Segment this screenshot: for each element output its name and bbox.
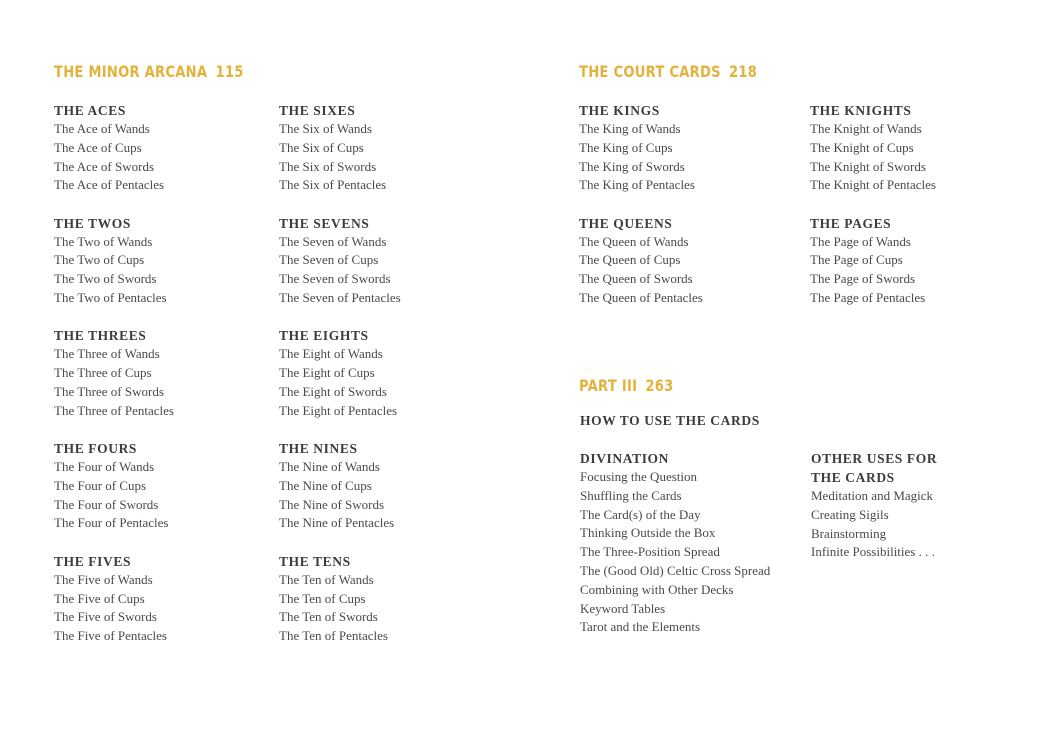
contents-entry: The Queen of Pentacles — [579, 290, 703, 306]
contents-entry: The Seven of Cups — [279, 252, 379, 268]
contents-entry: The Six of Cups — [279, 139, 364, 155]
contents-entry: The Ace of Cups — [54, 139, 142, 155]
contents-entry: The Ten of Wands — [279, 571, 374, 587]
part-three-subtitle: HOW TO USE THE CARDS — [580, 413, 760, 428]
contents-entry: Keyword Tables — [580, 600, 666, 616]
contents-group — [279, 439, 509, 533]
contents-entry: The Knight of Cups — [810, 139, 914, 155]
contents-entry: The Seven of Pentacles — [279, 290, 401, 306]
contents-group — [54, 214, 284, 308]
contents-entry: Creating Sigils — [811, 506, 889, 522]
minor-arcana-title: THE MINOR ARCANA — [54, 62, 208, 81]
contents-entry: The Two of Swords — [54, 271, 157, 287]
contents-entry: The Six of Wands — [279, 121, 372, 136]
contents-entry: The Five of Pentacles — [54, 628, 167, 644]
group-title: THE THREES — [54, 328, 147, 344]
contents-group — [279, 552, 509, 646]
contents-entry: The Seven of Swords — [279, 271, 391, 287]
contents-group — [54, 326, 284, 420]
minor-arcana-column-1 — [54, 101, 284, 664]
group-title: THE TWOS — [54, 215, 131, 231]
contents-entry: The Four of Swords — [54, 496, 159, 512]
contents-entry: The Four of Wands — [54, 459, 155, 475]
part-three-column-1 — [580, 449, 805, 656]
contents-entry: The Ten of Swords — [279, 609, 378, 625]
contents-group — [810, 214, 1040, 308]
contents-entry: The Three-Position Spread — [580, 544, 720, 560]
contents-entry: Infinite Possibilities . . . — [811, 544, 935, 560]
contents-entry: The King of Swords — [579, 158, 685, 174]
contents-entry: The Three of Pentacles — [54, 402, 174, 418]
contents-entry: The King of Cups — [579, 139, 673, 155]
contents-group — [811, 449, 961, 562]
contents-entry: Thinking Outside the Box — [580, 525, 716, 541]
contents-group — [579, 101, 809, 195]
contents-entry: The Nine of Pentacles — [279, 515, 395, 531]
contents-entry: The Ace of Pentacles — [54, 177, 165, 193]
part-three-heading — [579, 376, 674, 395]
contents-entry: The Four of Pentacles — [54, 515, 169, 531]
group-title: THE TENS — [279, 553, 351, 569]
contents-group — [279, 214, 509, 308]
contents-group — [579, 214, 809, 308]
contents-entry: The Page of Cups — [810, 252, 903, 268]
group-title: OTHER USES FOR THE CARDS — [811, 451, 938, 485]
contents-entry: The Eight of Swords — [279, 383, 387, 399]
contents-entry: The Nine of Swords — [279, 496, 385, 512]
contents-entry: The Four of Cups — [54, 477, 147, 493]
contents-entry: The King of Wands — [579, 121, 681, 136]
part-three-column-2 — [811, 449, 961, 581]
court-cards-column-1 — [579, 101, 809, 326]
contents-entry: The Queen of Swords — [579, 271, 693, 287]
minor-arcana-heading — [54, 62, 244, 81]
contents-entry: Tarot and the Elements — [580, 619, 701, 635]
contents-group — [810, 101, 1040, 195]
contents-entry: Shuffling the Cards — [580, 487, 682, 503]
group-title: THE SEVENS — [279, 215, 370, 231]
contents-entry: Brainstorming — [811, 525, 887, 541]
contents-entry: The Eight of Cups — [279, 365, 375, 381]
contents-entry: The Page of Swords — [810, 271, 916, 287]
group-title: THE EIGHTS — [279, 328, 369, 344]
group-title: THE ACES — [54, 103, 126, 118]
contents-entry: The Nine of Cups — [279, 477, 372, 493]
minor-arcana-column-2 — [279, 101, 509, 664]
contents-entry: The Five of Swords — [54, 609, 157, 625]
contents-group — [54, 552, 284, 646]
contents-entry: The Eight of Pentacles — [279, 402, 398, 418]
contents-entry: The Ten of Pentacles — [279, 628, 388, 644]
contents-entry: The Six of Swords — [279, 158, 377, 174]
contents-entry: The Card(s) of the Day — [580, 506, 701, 522]
group-title: THE KINGS — [579, 103, 660, 118]
contents-entry: The Queen of Cups — [579, 252, 681, 268]
contents-entry: The Ace of Swords — [54, 158, 155, 174]
contents-entry: The Five of Cups — [54, 590, 145, 606]
contents-entry: Meditation and Magick — [811, 488, 934, 503]
group-title: THE FOURS — [54, 441, 138, 457]
contents-entry: The Page of Wands — [810, 233, 911, 249]
contents-entry: The Ace of Wands — [54, 121, 150, 136]
contents-entry: The Five of Wands — [54, 571, 153, 587]
contents-group — [580, 449, 805, 637]
contents-group — [54, 439, 284, 533]
group-title: THE QUEENS — [579, 215, 673, 231]
group-title: THE SIXES — [279, 103, 356, 118]
court-cards-page: 218 — [729, 62, 758, 81]
contents-entry: The Nine of Wands — [279, 459, 380, 475]
contents-entry: The Eight of Wands — [279, 346, 383, 362]
contents-entry: The Six of Pentacles — [279, 177, 387, 193]
part-three-title: PART III — [579, 376, 638, 395]
contents-group — [279, 101, 509, 195]
part-three-page: 263 — [645, 376, 674, 395]
contents-group — [279, 326, 509, 420]
group-title: THE KNIGHTS — [810, 103, 912, 118]
contents-entry: The Two of Wands — [54, 233, 153, 249]
contents-entry: Focusing the Question — [580, 469, 697, 484]
contents-entry: The Knight of Swords — [810, 158, 926, 174]
contents-entry: The Knight of Pentacles — [810, 177, 936, 193]
contents-entry: The Two of Cups — [54, 252, 145, 268]
contents-entry: The Three of Wands — [54, 346, 160, 362]
contents-entry: The Ten of Cups — [279, 590, 366, 606]
group-title: DIVINATION — [580, 451, 670, 466]
contents-entry: The Three of Cups — [54, 365, 152, 381]
contents-entry: The Two of Pentacles — [54, 290, 167, 306]
court-cards-column-2 — [810, 101, 1040, 326]
group-title: THE PAGES — [810, 215, 892, 231]
group-title: THE NINES — [279, 441, 358, 457]
minor-arcana-page: 115 — [215, 62, 244, 81]
contents-entry: The Three of Swords — [54, 383, 164, 399]
court-cards-title: THE COURT CARDS — [579, 62, 721, 81]
contents-entry: The Queen of Wands — [579, 233, 689, 249]
contents-entry: The Seven of Wands — [279, 233, 387, 249]
contents-entry: The Knight of Wands — [810, 121, 922, 136]
contents-entry: The (Good Old) Celtic Cross Spread — [580, 562, 771, 578]
contents-entry: The Page of Pentacles — [810, 290, 926, 306]
court-cards-heading — [579, 62, 757, 81]
group-title: THE FIVES — [54, 553, 132, 569]
contents-entry: Combining with Other Decks — [580, 581, 734, 597]
contents-entry: The King of Pentacles — [579, 177, 695, 193]
contents-group — [54, 101, 284, 195]
